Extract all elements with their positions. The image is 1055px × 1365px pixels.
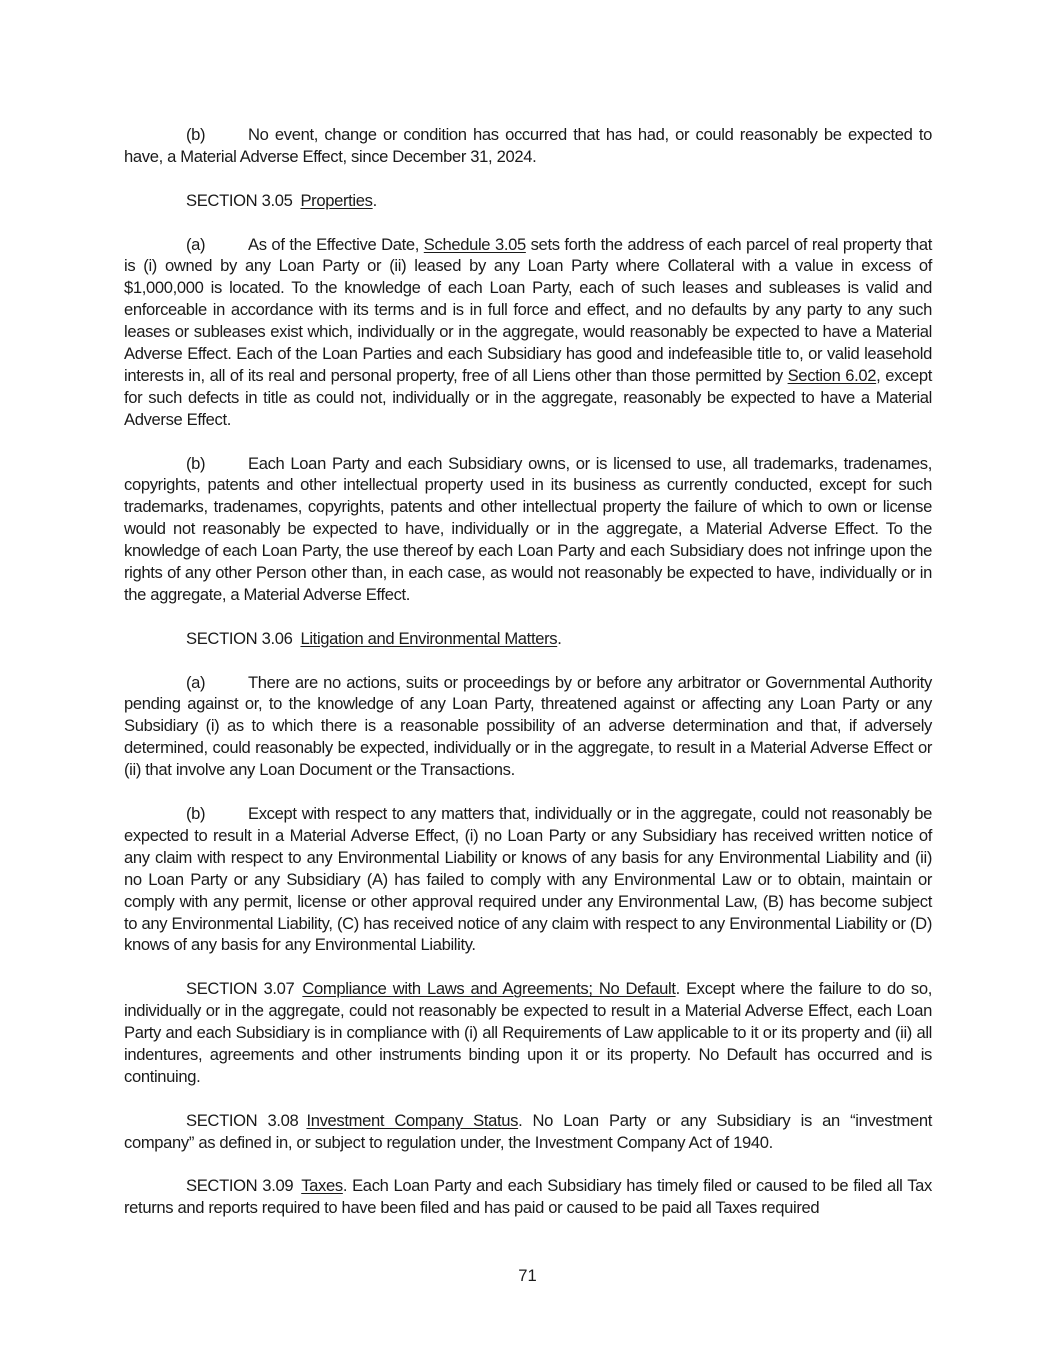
- clause-label: (a): [186, 234, 206, 254]
- paragraph-text: , except for such defects in title as could not, individually or in the aggregate, reasonably be expected to have a Material Adverse Effect.: [124, 365, 932, 429]
- paragraph-text: Except with respect to any matters that, individually or in the aggregate, could not reasonably be expected to result in a Material Adverse Effect, (i) no Loan Party or any Subsidiary has received written notice of any claim with respect to any Environmental Liability or knows of any basis for any Environmental Liability and (ii) no Loan Party or any Subsidiary (A) has failed to comply with any Environmental Law or to obtain, maintain or comply with any permit, license or other approval required under any Environmental Law, (B) has become subject to any Environmental Liability, (C) has received notice of any claim with respect to any Environmental Liability or (D) knows of any basis for any Environmental Liability.: [124, 804, 932, 955]
- clause-label: (b): [186, 804, 206, 823]
- paragraph-text: There are no actions, suits or proceedings by or before any arbitrator or Governmental Authority pending against or, to the knowledge of any Loan Party, threatened against or affecting any Loan Party or any Subsidiary (i) as to which there is a reasonable possibility of an adverse determination and that, if adversely determined, could reasonably be expected, individually or in the aggregate, to result in a Material Adverse Effect or (ii) that involve any Loan Document or the Transactions.: [124, 672, 932, 780]
- paragraph-no-mae: [124, 124, 932, 168]
- section-reference: Section 6.02: [787, 365, 877, 385]
- clause-label: (b): [186, 453, 206, 473]
- section-title: Investment Company Status: [306, 1110, 519, 1130]
- section-number: SECTION 3.07: [186, 979, 295, 999]
- section-3-08: [124, 1110, 932, 1154]
- section-3-07: [124, 978, 932, 1088]
- section-number: SECTION 3.08: [186, 1110, 299, 1130]
- paragraph-litigation-b: [124, 803, 932, 956]
- paragraph-text: Each Loan Party and each Subsidiary owns, or is licensed to use, all trademarks, tradenames, copyrights, patents and other intellectual property used in its business as currently conducted, except for such trademarks, tradenames, copyrights, patents and other intellectual property the failure of which to own or license would not reasonably be expected to have, individually or in the aggregate, a Material Adverse Effect. To the knowledge of each Loan Party, the use thereof by each Loan Party and each Subsidiary does not infringe upon the rights of any other Person other than, in each case, as would not reasonably be expected to have, individually or in the aggregate, a Material Adverse Effect.: [124, 453, 932, 604]
- paragraph-text: sets forth the address of each parcel of real property that is (i) owned by any Loan Party or (ii) leased by any Loan Party where Collateral with a value in excess of $1,000,000 is located. To the knowledge of each Loan Party, each of such leases and subleases is valid and enforceable in accordance with its terms and is in full force and effect, and no defaults by any party to any such leases or subleases exist which, individually or in the aggregate, would reasonably be expected to have a Material Adverse Effect. Each of the Loan Parties and each Subsidiary has good and indefeasible title to, or valid leasehold interests in, all of its real and personal property, free of all Liens other than those permitted by: [124, 234, 932, 385]
- section-title: Taxes: [301, 1176, 343, 1196]
- section-number: SECTION 3.05: [186, 190, 293, 210]
- paragraph-text: No event, change or condition has occurred that has had, or could reasonably be expected to have, a Material Adverse Effect, since December 31, 2024.: [124, 125, 932, 166]
- section-title: Litigation and Environmental Matters: [300, 628, 558, 648]
- section-title-suffix: .: [557, 628, 562, 648]
- section-3-09: [124, 1175, 932, 1219]
- schedule-reference: Schedule 3.05: [423, 234, 526, 254]
- section-number: SECTION 3.06: [186, 628, 293, 648]
- section-number: SECTION 3.09: [186, 1176, 294, 1196]
- paragraph-text: . No Loan Party or any Subsidiary is an “investment company” as defined in, or subject to regulation under, the Investment Company Act of 1940.: [124, 1110, 932, 1152]
- paragraph-text: . Each Loan Party and each Subsidiary has timely filed or caused to be filed all Tax returns and reports required to have been filed and has paid or caused to be paid all Taxes required: [124, 1176, 932, 1218]
- section-title: Properties: [300, 190, 373, 210]
- paragraph-properties-b: [124, 453, 932, 606]
- paragraph-text: As of the Effective Date,: [248, 234, 424, 254]
- paragraph-litigation-a: [124, 672, 932, 782]
- page-number: 71: [518, 1266, 537, 1285]
- clause-label: (b): [186, 125, 206, 144]
- paragraph-text: . Except where the failure to do so, individually or in the aggregate, could not reasonably be expected to result in a Material Adverse Effect, each Loan Party and each Subsidiary is in compliance with (i) all Requirements of Law applicable to it or its property and (ii) all indentures, agreements and other instruments binding upon it or its property. No Default has occurred and is continuing.: [124, 979, 932, 1086]
- clause-label: (a): [186, 672, 206, 692]
- section-title-suffix: .: [372, 190, 377, 210]
- section-heading-3-06: [124, 628, 932, 650]
- document-page: [124, 124, 932, 1241]
- paragraph-properties-a: [124, 234, 932, 431]
- section-heading-3-05: [124, 190, 932, 212]
- section-title: Compliance with Laws and Agreements; No Default: [302, 979, 676, 999]
